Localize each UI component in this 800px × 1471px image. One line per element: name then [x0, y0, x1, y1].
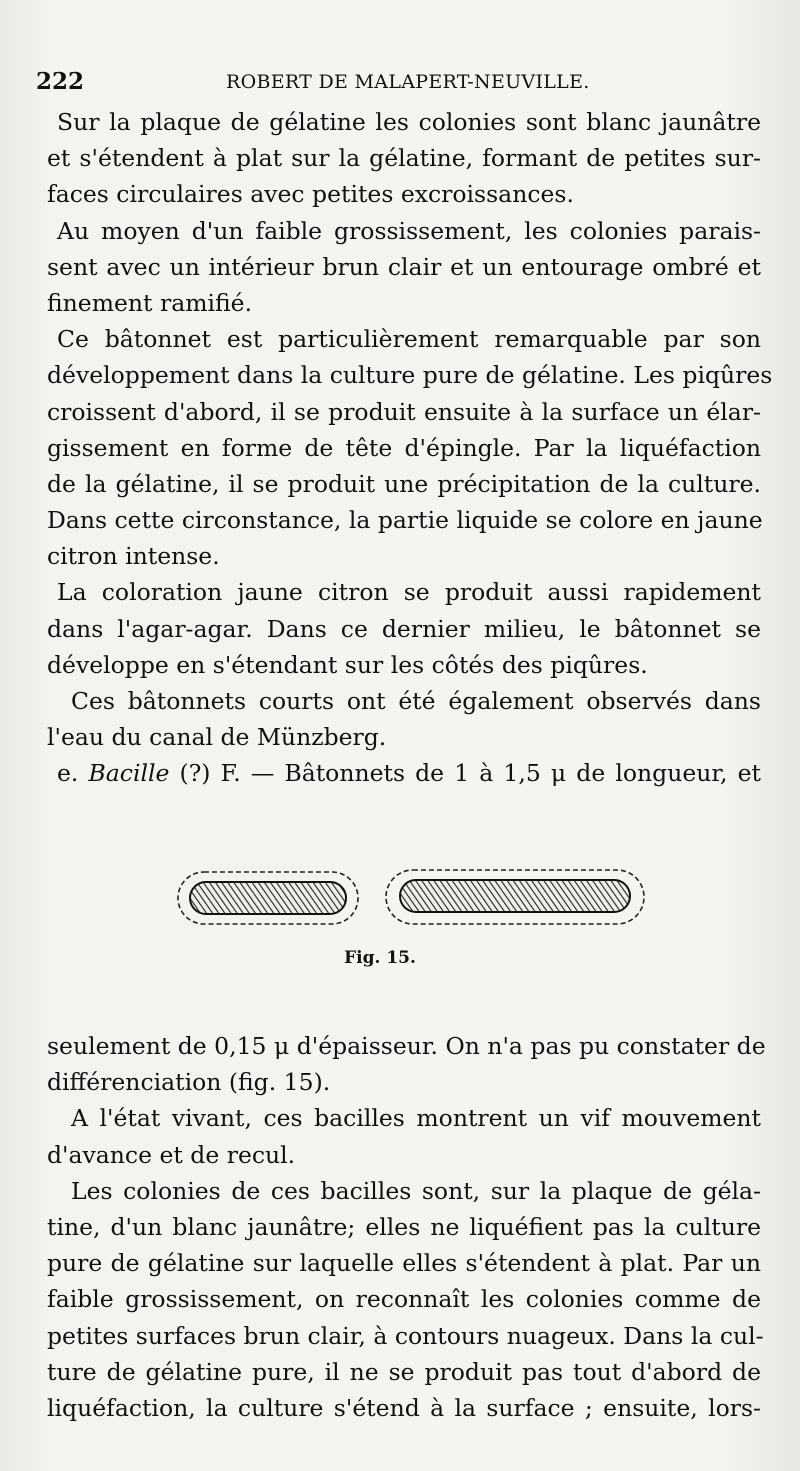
text-line: dans l'agar-agar. Dans ce dernier milieu, le bâtonnet se [47, 614, 761, 643]
text-line: Ces bâtonnets courts ont été également observés dans [71, 687, 761, 715]
text-line: Sur la plaque de gélatine les colonies sont blanc jaunâtre [57, 108, 761, 136]
text-line: Ce bâtonnet est particulièrement remarquable par son [57, 325, 761, 354]
bacillus-left [178, 872, 358, 924]
text-line: ture de gélatine pure, il ne se produit pas tout d'abord de [47, 1357, 761, 1386]
page-header [36, 68, 756, 98]
text-line: différenciation (fig. 15). [47, 1068, 331, 1097]
text-line: d'avance et de recul. [47, 1140, 296, 1169]
figure-caption: Fig. 15. [344, 948, 416, 968]
text-line: l'eau du canal de Münzberg. [47, 723, 387, 752]
text-line: Dans cette circonstance, la partie liquide se colore en jaune [47, 506, 763, 535]
text-line: seulement de 0,15 μ d'épaisseur. On n'a pas pu constater de [47, 1032, 766, 1060]
bacillus-right [386, 870, 644, 924]
text-line: Au moyen d'un faible grossissement, les colonies parais- [57, 216, 761, 245]
figure-bacilli [170, 862, 650, 972]
page-number: 222 [36, 68, 85, 95]
text-line: pure de gélatine sur laquelle elles s'étendent à plat. Par un [47, 1249, 761, 1278]
text-line: e. Bacille (?) F. — Bâtonnets de 1 à 1,5 μ de longueur, et [57, 759, 761, 788]
text-line: développe en s'étendant sur les côtés des piqûres. [47, 650, 648, 679]
text-line: Les colonies de ces bacilles sont, sur la plaque de géla- [71, 1176, 761, 1205]
text-line: sent avec un intérieur brun clair et un entourage ombré et [47, 252, 761, 281]
text-line: A l'état vivant, ces bacilles montrent un vif mouvement [71, 1104, 761, 1133]
text-line: finement ramifié. [47, 288, 253, 317]
text-line: de la gélatine, il se produit une précipitation de la culture. [47, 469, 761, 498]
running-title: ROBERT DE MALAPERT-NEUVILLE. [226, 71, 590, 93]
text-line: citron intense. [47, 542, 220, 571]
body-text-bottom [47, 1028, 766, 1426]
text-line: liquéfaction, la culture s'étend à la surface ; ensuite, lors- [47, 1393, 761, 1422]
text-line: La coloration jaune citron se produit aussi rapidement [57, 578, 761, 607]
text-line: faces circulaires avec petites excroissances. [47, 180, 574, 209]
text-line: développement dans la culture pure de gélatine. Les piqûres [47, 361, 773, 390]
body-text-top [47, 104, 773, 792]
text-line: gissement en forme de tête d'épingle. Par la liquéfaction [47, 433, 761, 462]
bacilli-illustration [170, 862, 650, 942]
text-line: faible grossissement, on reconnaît les colonies comme de [47, 1285, 761, 1314]
text-line: petites surfaces brun clair, à contours nuageux. Dans la cul- [47, 1321, 764, 1350]
text-line: et s'étendent à plat sur la gélatine, formant de petites sur- [47, 144, 761, 173]
text-line: tine, d'un blanc jaunâtre; elles ne liquéfient pas la culture [47, 1212, 761, 1241]
text-line: croissent d'abord, il se produit ensuite à la surface un élar- [47, 397, 761, 426]
